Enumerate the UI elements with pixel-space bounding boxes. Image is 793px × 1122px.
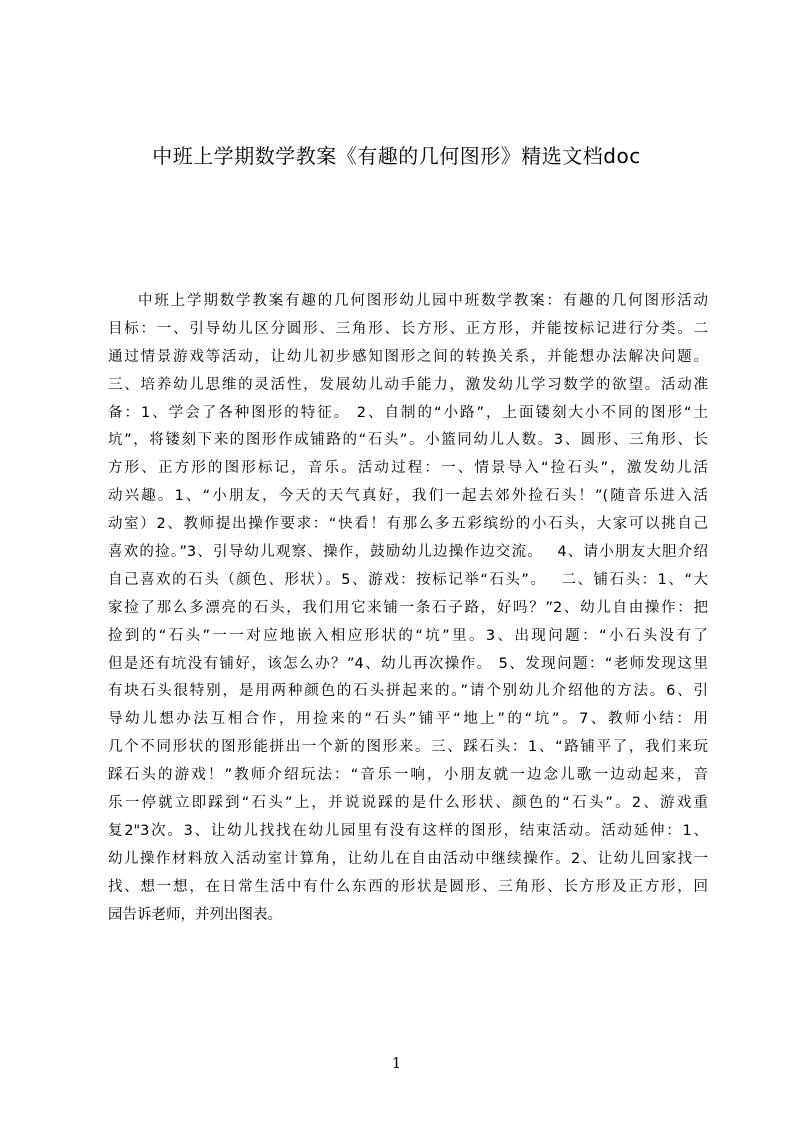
paragraph-line: 目标：一、引导幼儿区分圆形、三角形、长方形、正方形，并能按标记进行分类。二: [108, 320, 708, 337]
paragraph-line: 捡到的“石头”一一对应地嵌入相应形状的“坑”里。3、出现问题：“小石头没有了: [108, 627, 708, 644]
paragraph-line: 但是还有坑没有铺好，该怎么办？”4、幼儿再次操作。 5、发现问题：“老师发现这里: [108, 655, 708, 672]
paragraph-line: 找、想一想，在日常生活中有什么东西的形状是圆形、三角形、长方形及正方形，回: [108, 878, 708, 895]
paragraph-line: 导幼儿想办法互相合作，用捡来的“石头”铺平“地上”的“坑”。7、教师小结：用: [108, 711, 708, 728]
paragraph-line: 中班上学期数学教案有趣的几何图形幼儿园中班数学教案：有趣的几何图形活动: [138, 293, 708, 309]
paragraph-line: 动室）2、教师提出操作要求：“快看！有那么多五彩缤纷的小石头，大家可以挑自己: [108, 516, 708, 533]
paragraph-line: 通过情景游戏等活动，让幼儿初步感知图形之间的转换关系，并能想办法解决问题。: [108, 348, 708, 365]
paragraph-line: 喜欢的捡。”3、引导幼儿观察、操作，鼓励幼儿边操作边交流。 4、请小朋友大胆介绍: [108, 544, 708, 561]
paragraph-line: 幼儿操作材料放入活动室计算角，让幼儿在自由活动中继续操作。2、让幼儿回家找一: [108, 850, 708, 867]
paragraph-line: 三、培养幼儿思维的灵活性，发展幼儿动手能力，激发幼儿学习数学的欲望。活动准: [108, 376, 708, 393]
paragraph-line: 坑”，将镂刻下来的图形作成铺路的“石头”。小篮同幼儿人数。3、圆形、三角形、长: [108, 432, 708, 449]
paragraph-line: 园告诉老师，并列出图表。: [108, 906, 282, 923]
paragraph-line: 乐一停就立即踩到“石头”上，并说说踩的是什么形状、颜色的“石头”。2、游戏重: [108, 795, 708, 812]
paragraph-line: 动兴趣。1、“小朋友，今天的天气真好，我们一起去郊外捡石头！”(随音乐进入活: [108, 488, 708, 505]
paragraph-line: 几个不同形状的图形能拼出一个新的图形来。三、踩石头：1、“路铺平了，我们来玩: [108, 739, 708, 756]
document-body: [108, 288, 708, 923]
paragraph-line: 踩石头的游戏！”教师介绍玩法：“音乐一响，小朋友就一边念儿歌一边动起来，音: [108, 767, 708, 784]
paragraph-line: 方形、正方形的图形标记，音乐。活动过程：一、情景导入“捡石头”，激发幼儿活: [108, 460, 708, 477]
paragraph-line: 有块石头很特别，是用两种颜色的石头拼起来的。”请个别幼儿介绍他的方法。6、引: [108, 683, 708, 700]
page-number: 1: [391, 1054, 402, 1072]
paragraph-line: 自己喜欢的石头（颜色、形状）。5、游戏：按标记举“石头”。 二、铺石头：1、“大: [108, 571, 708, 588]
document-title: 中班上学期数学教案《有趣的几何图形》精选文档doc: [152, 144, 641, 168]
paragraph-line: 家捡了那么多漂亮的石头，我们用它来铺一条石子路，好吗？”2、幼儿自由操作：把: [108, 599, 708, 616]
paragraph-line: 备：1、学会了各种图形的特征。 2、自制的“小路”，上面镂刻大小不同的图形“土: [108, 404, 708, 421]
paragraph-line: 复2"3次。3、让幼儿找找在幼儿园里有没有这样的图形，结束活动。活动延伸：1、: [108, 822, 708, 839]
